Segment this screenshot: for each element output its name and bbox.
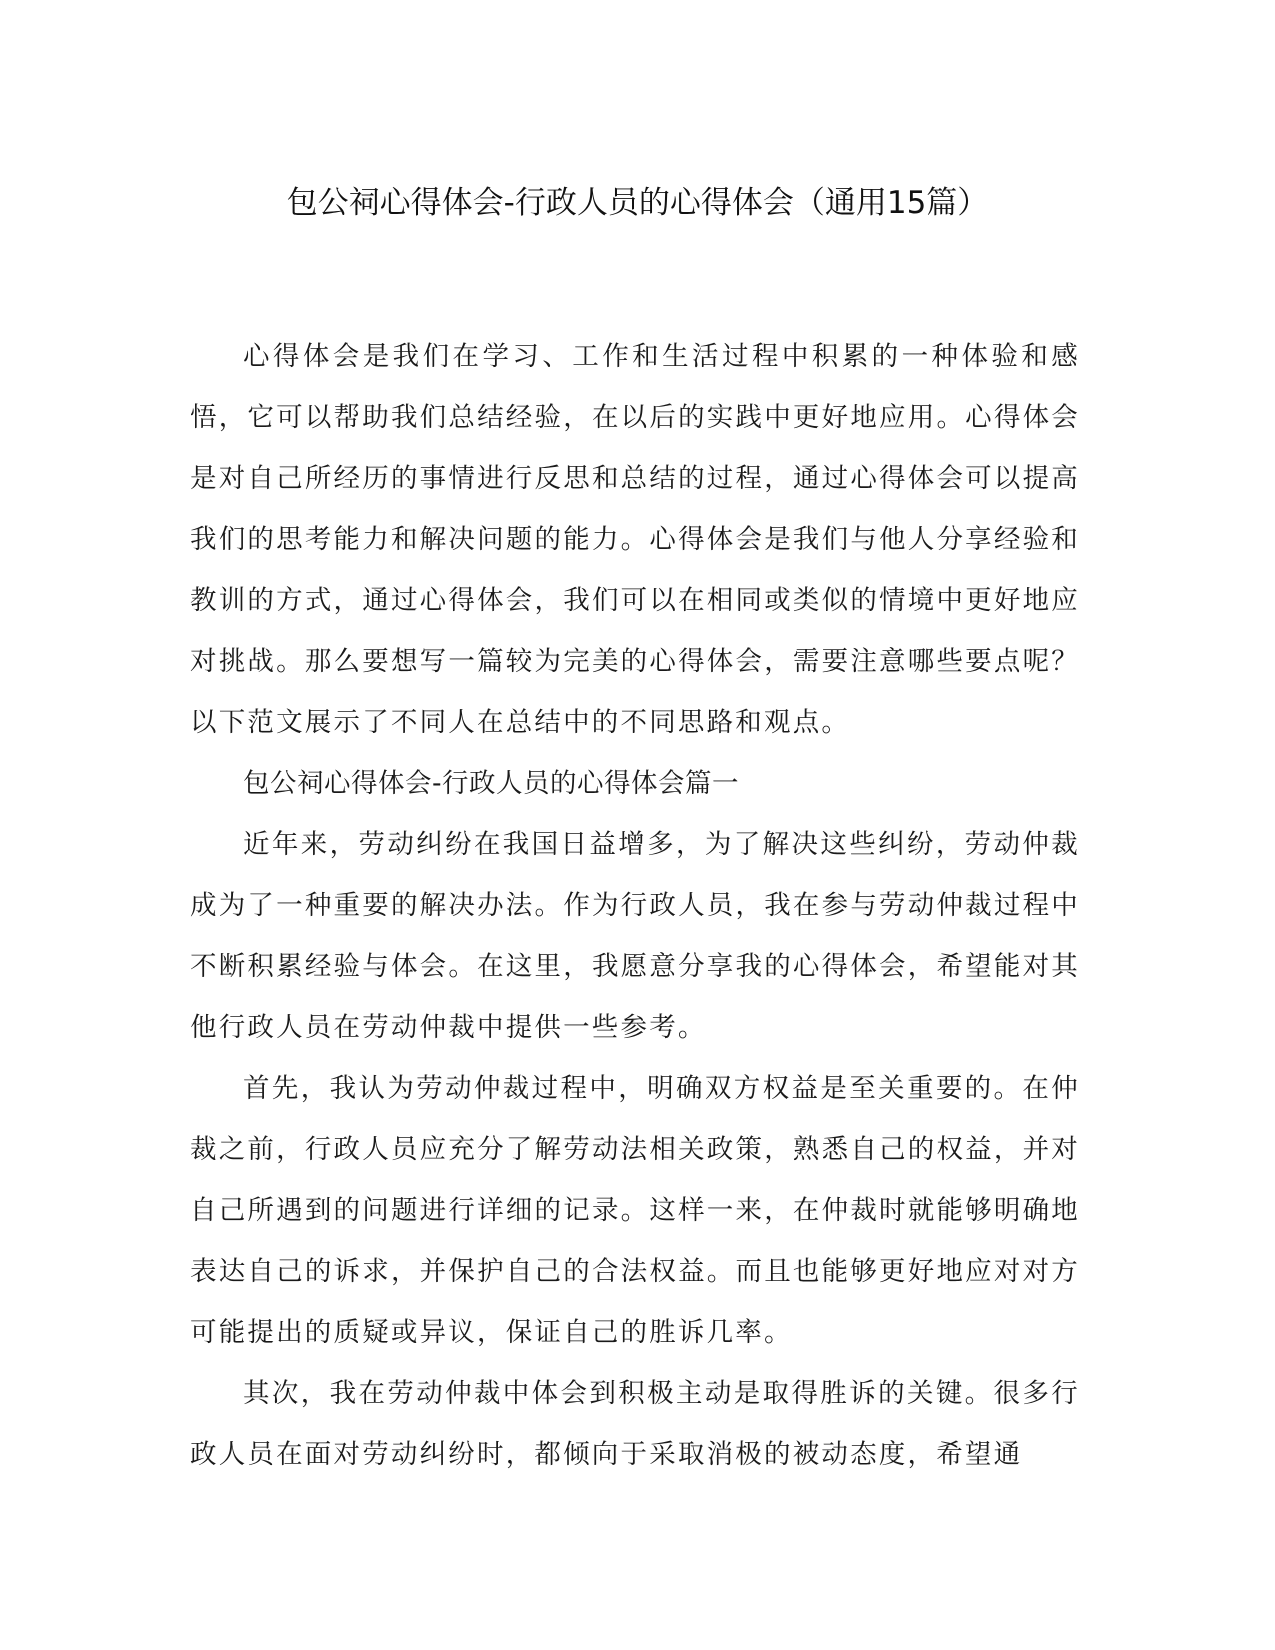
section-heading: 包公祠心得体会-行政人员的心得体会篇一 bbox=[243, 768, 740, 799]
intro-paragraph: 心得体会是我们在学习、工作和生活过程中积累的一种体验和感悟，它可以帮助我们总结经验，在以后的实践中更好地应用。心得体会是对自己所经历的事情进行反思和总结的过程，通过心得体会可以提高我们的思考能力和解决问题的能力。心得体会是我们与他人分享经验和教训的方式，通过心得体会，我们可以在相同或类似的情境中更好地应对挑战。那么要想写一篇较为完美的心得体会，需要注意哪些要点呢？以下范文展示了不同人在总结中的不同思路和观点。 bbox=[190, 341, 1080, 738]
document-body bbox=[190, 326, 1080, 1485]
body-paragraph: 其次，我在劳动仲裁中体会到积极主动是取得胜诉的关键。很多行政人员在面对劳动纠纷时，都倾向于采取消极的被动态度，希望通 bbox=[190, 1378, 1080, 1470]
body-paragraph: 近年来，劳动纠纷在我国日益增多，为了解决这些纠纷，劳动仲裁成为了一种重要的解决办法。作为行政人员，我在参与劳动仲裁过程中不断积累经验与体会。在这里，我愿意分享我的心得体会，希望能对其他行政人员在劳动仲裁中提供一些参考。 bbox=[190, 829, 1080, 1043]
body-paragraph: 首先，我认为劳动仲裁过程中，明确双方权益是至关重要的。在仲裁之前，行政人员应充分了解劳动法相关政策，熟悉自己的权益，并对自己所遇到的问题进行详细的记录。这样一来，在仲裁时就能够明确地表达自己的诉求，并保护自己的合法权益。而且也能够更好地应对对方可能提出的质疑或异议，保证自己的胜诉几率。 bbox=[190, 1073, 1080, 1348]
document-title: 包公祠心得体会-行政人员的心得体会（通用15篇） bbox=[286, 185, 989, 221]
